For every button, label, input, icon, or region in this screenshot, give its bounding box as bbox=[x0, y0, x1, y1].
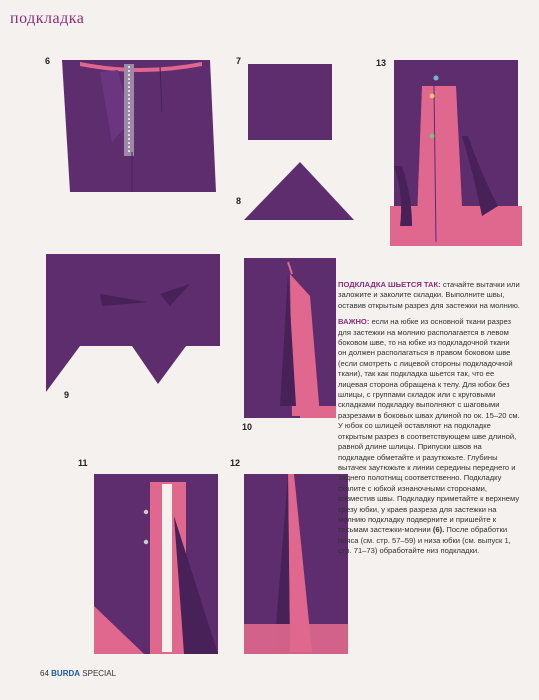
figure-12 bbox=[228, 456, 352, 656]
paragraph-2-body: если на юбке из основной ткани разрез для застежки на молнию располагается в левом боковом шве, то на юбке из подкладочной ткани он должен располагаться в правом боковом шве (если смотреть с лицевой стороны подкладочной ткани), так как подкладка шьется так, что ее лицевая сторона обращена к телу. Для юбок без шлицы, с группами складок или с круговыми складками подкладку выполняют с шаговыми разрезами в боковых швах длиной по ок. 15–20 см. У юбок со шлицей оставляют на подкладке открытым разрез в соответствующем шве длиной, равной длине шлицы. bbox=[338, 317, 520, 452]
figure-13-number: 13 bbox=[376, 58, 387, 68]
figure-6-number: 6 bbox=[45, 56, 51, 66]
paragraph-3-body: Припуски швов на подкладке обметайте и разутюжьте. Глубины вытачек заутюжьте к линии середины переднего и заднего полотнищ соответственно. Подкладку сколите с юбкой изнаночными сторонами, совместив швы. Подкладку приметайте к верхнему срезу юбки, у краев разреза для застежки на молнию подкладку подверните и пришейте к тесьмам застежки-молнии bbox=[338, 442, 520, 535]
figure-8-number: 8 bbox=[236, 196, 242, 206]
figure-6 bbox=[40, 52, 220, 202]
page-number: 64 bbox=[40, 669, 49, 678]
figure-12-number: 12 bbox=[230, 458, 241, 468]
figure-10 bbox=[240, 256, 340, 440]
figure-10-number: 10 bbox=[242, 422, 253, 432]
page-footer bbox=[40, 669, 116, 678]
figure-11 bbox=[74, 456, 224, 656]
brand-suffix: SPECIAL bbox=[82, 669, 117, 678]
figure-9-number: 9 bbox=[64, 390, 70, 400]
figure-7 bbox=[236, 56, 336, 146]
instructions-text bbox=[338, 280, 520, 563]
brand-name: BURDA bbox=[51, 669, 81, 678]
figure-13 bbox=[372, 56, 522, 248]
paragraph-1-lead: ПОДКЛАДКА ШЬЕТСЯ ТАК: bbox=[338, 280, 441, 289]
section-title: подкладка bbox=[10, 10, 85, 27]
paragraph-2 bbox=[338, 317, 520, 556]
figure-11-number: 11 bbox=[78, 458, 88, 468]
paragraph-2-lead: ВАЖНО: bbox=[338, 317, 370, 327]
paragraph-1-body: стачайте вытачки или заложите и заколите складки. Выполните швы, оставив открытым разрез для застежки на молнию. bbox=[338, 280, 520, 310]
figure-7-number: 7 bbox=[236, 56, 242, 66]
figure-9 bbox=[40, 254, 220, 404]
figure-8 bbox=[236, 158, 356, 224]
paragraph-1 bbox=[338, 280, 520, 311]
paragraph-3-ref: (6). bbox=[432, 525, 445, 535]
paragraph-3-tail: После обработки пояса (см. стр. 57–59) и низа юбки (см. выпуск 1, стр. 71–73) обработайте низ подкладки. bbox=[338, 525, 511, 556]
